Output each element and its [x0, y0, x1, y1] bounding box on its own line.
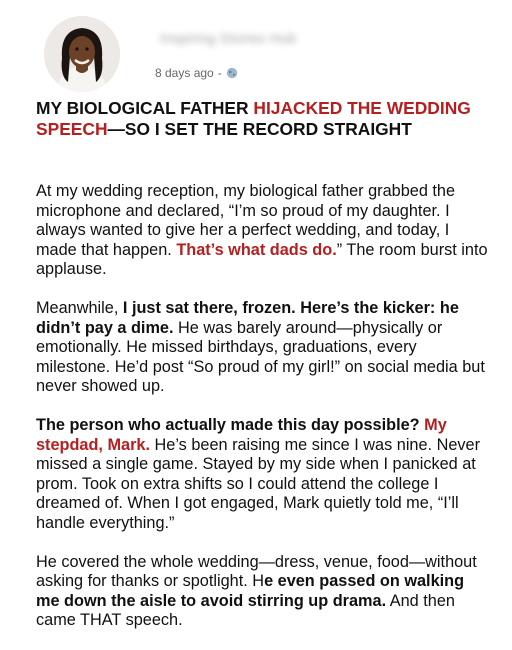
post-meta [155, 66, 238, 80]
paragraph-4-bold: e even passed on walking me down the aisle to avoid stirring up drama. [36, 572, 465, 610]
post-header [0, 0, 512, 98]
paragraph-2-text: Meanwhile, [36, 298, 123, 317]
paragraph-2-bold: I just sat there, frozen. Here’s the kicker: he didn’t pay a dime. [36, 298, 459, 337]
title-highlight: HIJACKED THE WEDDING SPEECH [36, 98, 471, 139]
paragraph-3-text-end: He’s been raising me since I was nine. Never missed a single game. Stayed by my side when I panicked at prom. Took on extra shifts so I could attend the college I dreamed of. When I got engaged, Mark quietly told me, “I’ll handle everything.” [36, 435, 481, 532]
paragraph-1-text-end: ” The room burst into applause. [36, 240, 488, 279]
paragraph-4-text: He covered the whole wedding—dress, venue, food—without asking for thanks or spotlight. H [36, 552, 477, 591]
avatar[interactable] [44, 16, 120, 92]
meta-separator: - [217, 66, 222, 80]
paragraph-4 [36, 553, 488, 631]
timestamp[interactable]: 8 days ago [155, 66, 214, 80]
paragraph-4-text-end: And then came THAT speech. [36, 591, 455, 630]
paragraph-3 [36, 416, 488, 534]
title-part-1: MY BIOLOGICAL FATHER [36, 98, 254, 118]
paragraph-2 [36, 299, 488, 397]
paragraph-2-text-end: He was barely around—physically or emotionally. He missed birthdays, graduations, every milestone. He’d post “So proud of my girl!” on social media but never showed up. [36, 318, 485, 396]
paragraph-3-highlight: My stepdad, Mark. [36, 415, 447, 454]
page-title [36, 98, 496, 139]
paragraph-1 [36, 182, 488, 280]
paragraph-3-bold: The person who actually made this day possible? [36, 415, 425, 434]
paragraph-1-text: At my wedding reception, my biological father grabbed the microphone and declared, “I’m so proud of my daughter. I always wanted to give her a perfect wedding, and today, I made that happen. [36, 182, 456, 259]
story-body [36, 182, 488, 650]
paragraph-1-highlight: That’s what dads do. [176, 240, 337, 259]
title-part-3: —SO I SET THE RECORD STRAIGHT [107, 118, 412, 139]
globe-icon [226, 67, 238, 79]
author-name[interactable]: Inspiring Stories Hub [160, 30, 297, 46]
